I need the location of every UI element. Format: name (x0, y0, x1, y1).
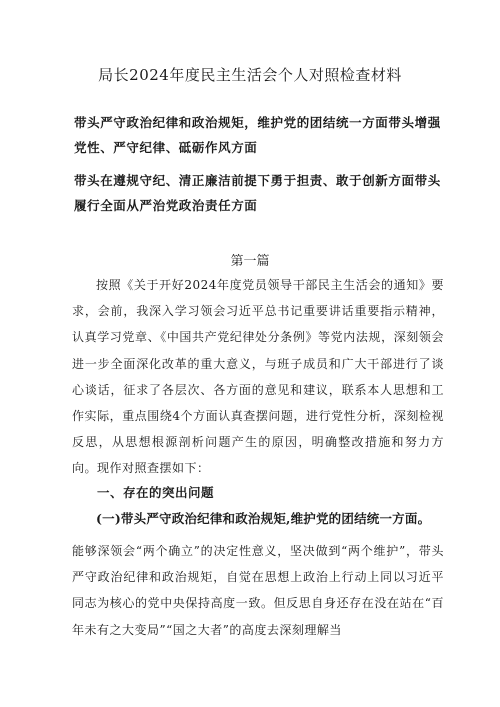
chapter-heading: 第一篇 (230, 254, 270, 269)
subsection-heading: (一)带头严守政治纪律和政治规矩,维护党的团结统一方面。 (96, 511, 431, 526)
body-paragraph: 能够深领会“两个确立”的决定性意义，坚决做到“两个维护”，带头严守政治纪律和政治规矩，自觉在思想上政治上行动上同以习近平同志为核心的党中央保持高度一致。但反思自身还存在没在站在“百年未有之大变局”“国之大者”的高度去深刻理解当 (72, 544, 444, 637)
headline-1: 带头严守政治纪律和政治规矩，维护党的团结统一方面带头增强党性、严守纪律、砥砺作风方面 (74, 115, 441, 155)
headline-2: 带头在遵规守纪、清正廉洁前提下勇于担责、敢于创新方面带头履行全面从严治党政治责任方面 (74, 173, 441, 213)
section-heading: 一、存在的突出问题 (97, 485, 215, 500)
intro-paragraph: 按照《关于开好2024年度党员领导干部民主生活会的通知》要求，会前，我深入学习领会习近平总书记重要讲话重要指示精神，认真学习党章、《中国共产党纪律处分条例》等党内法规，深刻领会进一步全面深化改革的重大意义，与班子成员和广大干部进行了谈心谈话，征求了各层次、各方面的意见和建议，联系本人思想和工作实际，重点围绕4个方面认真查摆问题，进行党性分析，深刻检视反思，从思想根源剖析问题产生的原因，明确整改措施和努力方向。现作对照查摆如下： (72, 278, 444, 476)
document-title: 局长2024年度民主生活会个人对照检查材料 (98, 66, 402, 84)
